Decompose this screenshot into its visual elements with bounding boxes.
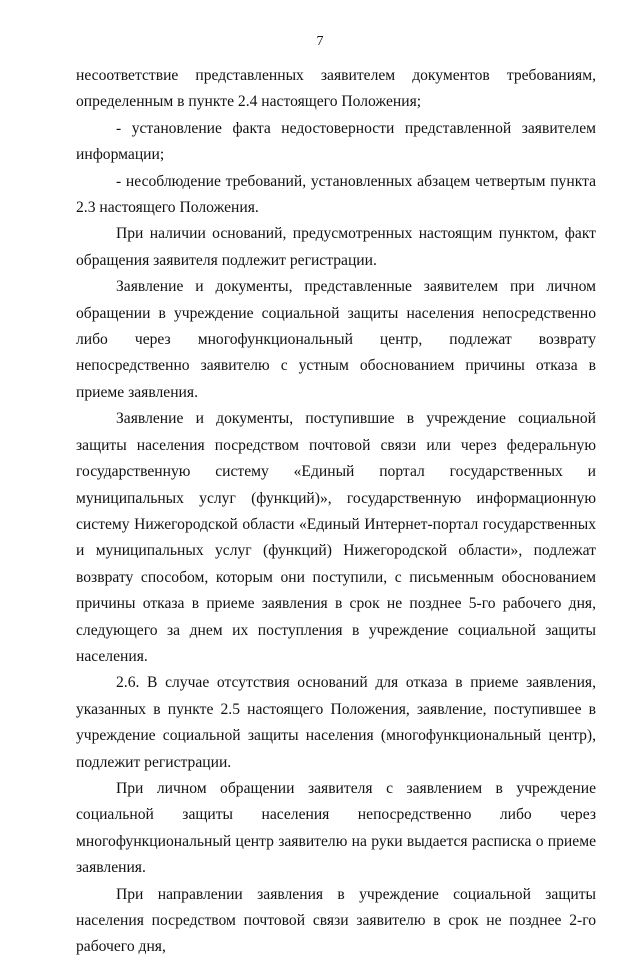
paragraph: При направлении заявления в учреждение социальной защиты населения посредством почтовой связи заявителю в срок не позднее 2-го рабочего дня, [76, 885, 596, 956]
paragraph: Заявление и документы, представленные заявителем при личном обращении в учреждение социальной защиты населения непосредственно либо через многофункциональный центр, подлежат возврату непосредственно заявителю с устным обоснованием причины отказа в приеме заявления. [76, 278, 596, 401]
document-body [76, 63, 596, 961]
paragraph-continuation: несоответствие представленных заявителем документов требованиям, определенным в пункте 2.4 настоящего Положения; [76, 67, 596, 111]
paragraph: При наличии оснований, предусмотренных настоящим пунктом, факт обращения заявителя подлежит регистрации. [76, 225, 596, 269]
paragraph: При личном обращении заявителя с заявлением в учреждение социальной защиты населения непосредственно либо через многофункциональный центр заявителю на руки выдается расписка о приеме заявления. [76, 779, 596, 877]
paragraph-list-item: - установление факта недостоверности представленной заявителем информации; [76, 119, 596, 164]
paragraph-list-item: - несоблюдение требований, установленных абзацем четвертым пункта 2.3 настоящего Положения. [76, 172, 596, 217]
paragraph-clause-2-6: 2.6. В случае отсутствия оснований для отказа в приеме заявления, указанных в пункте 2.5 настоящего Положения, заявление, поступившее в учреждение социальной защиты населения (многофункциональный центр), подлежит регистрации. [76, 674, 596, 771]
paragraph: Заявление и документы, поступившие в учреждение социальной защиты населения посредством почтовой связи или через федеральную государственную систему «Единый портал государственных и муниципальных услуг (функций)», государственную информационную систему Нижегородской области «Единый Интернет-портал государственных и муниципальных услуг (функций) Нижегородской области», подлежат возврату способом, которым они поступили, с письменным обоснованием причины отказа в приеме заявления в срок не позднее 5-го рабочего дня, следующего за днем их поступления в учреждение социальной защиты населения. [76, 410, 596, 665]
page-number: 7 [316, 34, 324, 49]
